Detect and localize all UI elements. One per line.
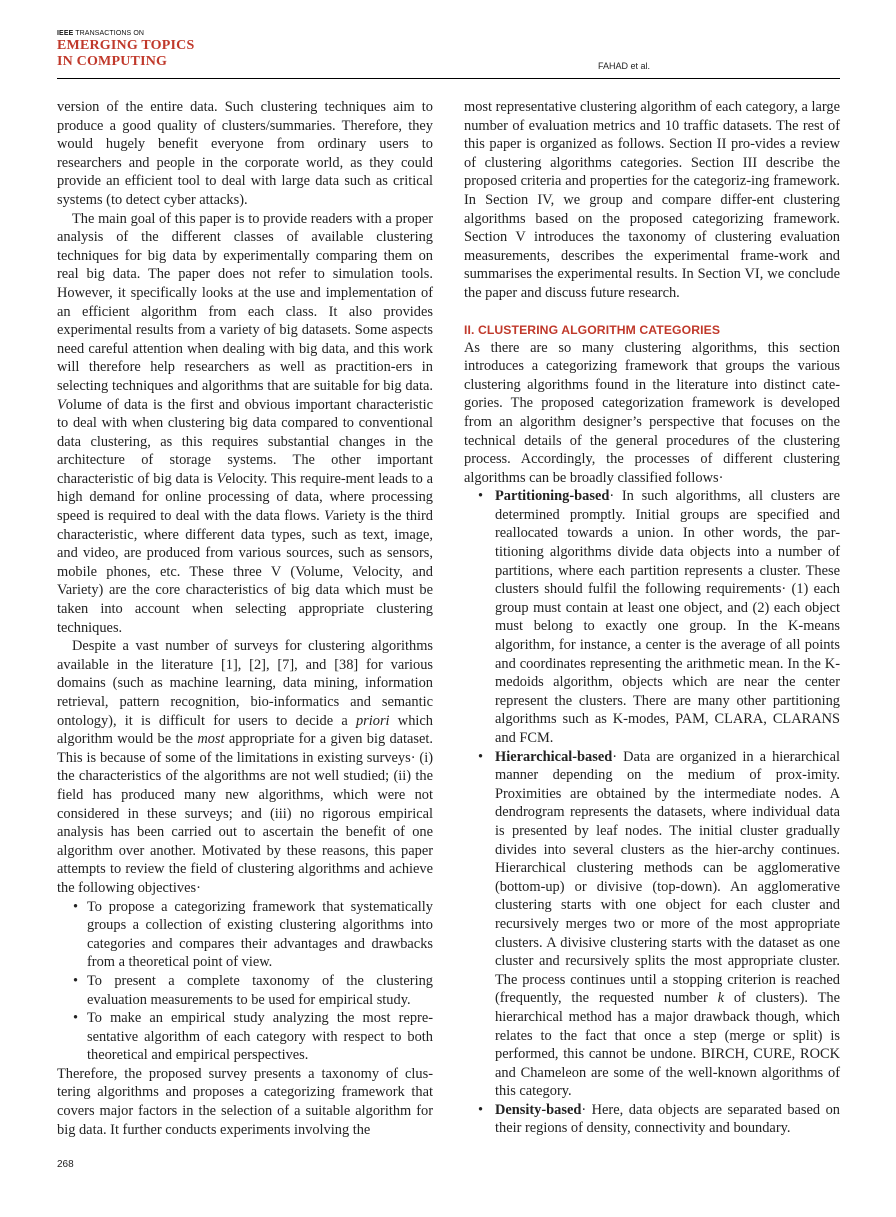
section-heading: II. CLUSTERING ALGORITHM CATEGORIES (464, 322, 721, 337)
header-divider (57, 78, 840, 79)
paragraph: version of the entire data. Such clustering techniques aim to produce a good quality of clusters/summaries. Therefore, they would hugely benefit everyone from ordinary users to researchers and people in the corporate world, as they could provide an efficient tool to deal with large data such as critical systems (to detect cyber attacks). (57, 99, 433, 208)
bullet-icon: • (478, 488, 484, 505)
categories-list (464, 487, 840, 1138)
list-item: • Hierarchical-based· Data are organized in a hierarchical manner depending on the medium of prox-imity. Proximities are obtained by the intermediate nodes. A dendrogram represents the datasets, where individual data is presented by leaf nodes. The initial cluster gradually divides into several clusters as the hier-archy continues. Hierarchical clustering methods can be agglomerative (bottom-up) or divisive (top-down). An agglomerative clustering starts with one object for each cluster and recursively merges two or more of the most appropriate clusters. A divisive clustering starts with the dataset as one cluster and recursively splits the most appropriate cluster. The process continues until a stopping criterion is reached (frequently, the requested number k of clusters). The hierarchical method has a major drawback though, which relates to the fact that once a step (merge or split) is performed, this cannot be undone. BIRCH, CURE, ROCK and Chameleon are some of the well-known algorithms of this category. (478, 748, 840, 1100)
running-head-authors: FAHAD et al. (598, 61, 651, 71)
bullet-icon: • (73, 1010, 79, 1027)
bullet-icon: • (73, 898, 79, 915)
paragraph: Therefore, the proposed survey presents a taxonomy of clus-tering algorithms and proposes a categorizing framework that covers major factors in the selection of a suitable algorithm for big data. It further conducts experiments involving the (57, 1065, 433, 1138)
list-item: • To make an empirical study analyzing the most repre-sentative algorithm of each category with respect to both theoretical and empirical perspectives. (73, 1010, 433, 1064)
journal-name-small: IEEE TRANSACTIONS ON (57, 30, 145, 37)
objectives-list (57, 898, 433, 1065)
paragraph: Despite a vast number of surveys for clustering algorithms available in the literature [1], [2], [7], and [38] for various domains (such as machine learning, data mining, information retrieval, pattern recognition, bio-informatics and semantic ontology), it is difficult for users to decide a priori which algorithm would be the most appropriate for a given big dataset. This is because of some of the limitations in existing surveys· (i) the characteristics of the algorithms are not well studied; (ii) the field has produced many new algorithms, which were not considered in these surveys; and (iii) no rigorous empirical analysis has been carried out to ascertain the benefit of one algorithm over another. Motivated by these reasons, this paper attempts to review the field of clustering algorithms and achieve the following objectives· (57, 638, 433, 896)
category-term: Partitioning-based (495, 488, 610, 505)
right-column (464, 98, 840, 1138)
list-item: • Partitioning-based· In such algorithms, all clusters are determined promptly. Initial groups are specified and reallocated towards a union. In other words, the par-titioning algorithms divide data objects into a number of partitions, where each partition represents a cluster. These clusters should fulfil the following requirements· (1) each group must contain at least one object, and (2) each object must belong to exactly one group. In the K-means algorithm, for instance, a center is the average of all points and coordinates representing the arithmetic mean. In the K-medoids algorithm, objects which are near the center represent the clusters. There are many other partitioning algorithms such as K-modes, PAM, CLARA, CLARANS and FCM. (478, 488, 840, 746)
journal-name-line1: EMERGING TOPICS (57, 38, 195, 53)
list-item: • To present a complete taxonomy of the clustering evaluation measurements to be used for empirical study. (73, 972, 433, 1008)
category-term: Density-based (495, 1101, 582, 1118)
bullet-icon: • (73, 972, 79, 989)
paragraph: most representative clustering algorithm of each category, a large number of evaluation metrics and 10 traffic datasets. The rest of this paper is organized as follows. Section II pro-vides a review of clustering algorithms categories. Section III describe the proposed criteria and properties for the categoriz-ing framework. In Section IV, we group and compare differ-ent clustering algorithms based on the proposed categorizing framework. Section V introduces the taxonomy of clustering evaluation measurements, describes the experimental frame-work and summarises the experimental results. In Section VI, we conclude the paper and discuss future research. (464, 99, 840, 301)
paragraph: The main goal of this paper is to provide readers with a proper analysis of the different classes of available clustering techniques for big data by experimentally comparing them on real big data. The paper does not refer to simulation tools. However, it specifically looks at the use and implementation of an efficient algorithm from each class. It also provides experimental results from a variety of big datasets. Some aspects need careful attention when dealing with big data, and this work will therefore help researchers as well as practition-ers in selecting techniques and algorithms that are suitable for big data. Volume of data is the first and obvious important characteristic to deal with when clustering big data compared to conventional data clustering, as this requires substantial changes in the architecture of storage systems. The other important characteristic of big data is Velocity. This require-ment leads to a high demand for online processing of data, where processing speed is required to deal with the data flows. Variety is the third characteristic, where different data types, such as text, image, and video, are produced from various sources, such as sensors, mobile phones, etc. These three V (Volume, Velocity, and Variety) are the core characteristics of big data which must be taken into account when selecting appropriate clustering techniques. (57, 210, 433, 636)
paragraph: As there are so many clustering algorithms, this section introduces a categorizing framework that groups the various clustering algorithms found in the literature into distinct cate-gories. The proposed categorization framework is developed from an algorithm designer’s perspective that focuses on the technical details of the general procedures of the clustering process. Accordingly, the processes of different clustering algorithms can be broadly classified follows· (464, 339, 840, 486)
bullet-icon: • (478, 1101, 484, 1118)
journal-name-line2: IN COMPUTING (57, 54, 168, 69)
bullet-icon: • (478, 748, 484, 765)
left-column (57, 98, 433, 1139)
list-item: • To propose a categorizing framework that systematically groups a collection of existing clustering algorithms into categories and compares their advantages and drawbacks from a theoretical point of view. (73, 898, 433, 971)
page-number: 268 (57, 1159, 74, 1170)
page-header (0, 0, 896, 82)
category-term: Hierarchical-based (495, 748, 613, 765)
list-item: • Density-based· Here, data objects are separated based on their regions of density, connectivity and boundary. (478, 1101, 840, 1137)
